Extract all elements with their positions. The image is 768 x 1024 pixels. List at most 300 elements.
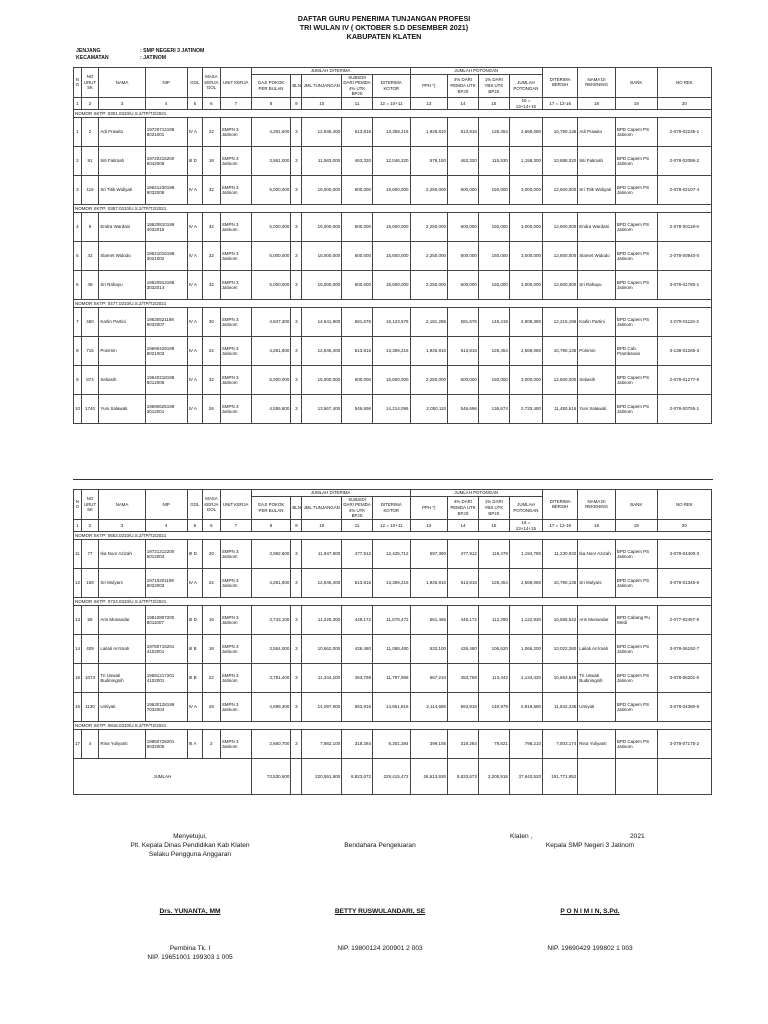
- col-header-bln: BLN: [291, 74, 302, 97]
- row-masa-kerja: 18: [203, 147, 221, 176]
- row-pph: 2,114,685: [410, 693, 448, 722]
- row-jml-tunjangan: 7,982,100: [302, 730, 342, 759]
- row-nip: 19630521198 9032007: [145, 308, 187, 337]
- row-no: 11: [74, 540, 82, 569]
- row-nip: 19780715201 4102001: [145, 635, 187, 664]
- row-masa-kerja: 22: [203, 569, 221, 598]
- column-number: 17 = 12-16: [542, 519, 577, 531]
- row-diterima-bersih: 12,215,196: [542, 308, 577, 337]
- row-no-rek: 2-078-02086-2: [657, 147, 711, 176]
- row-ybs-1: 136,674: [478, 395, 509, 424]
- row-nama: Adi Prawito: [99, 118, 145, 147]
- row-masa-kerja: 32: [203, 242, 221, 271]
- row-bln: 3: [291, 569, 302, 598]
- row-jumlah-potongan: 3,000,000: [509, 242, 542, 271]
- row-masa-kerja: 22: [203, 337, 221, 366]
- column-number: 5: [187, 519, 202, 531]
- row-jumlah-potongan: 1,158,300: [509, 147, 542, 176]
- column-number: 12 = 10+11: [373, 519, 411, 531]
- row-subsidi: 463,320: [342, 147, 373, 176]
- row-diterima-bersih: 12,600,000: [542, 213, 577, 242]
- row-nip: 19720712199 8021001: [145, 118, 187, 147]
- sktp-number: NOMOR SKTP: 0816.0310/U.S.2/TP/T2/2021: [74, 722, 712, 730]
- row-gaji-pokok: 4,281,600: [251, 118, 291, 147]
- row-subsidi: 449,172: [342, 606, 373, 635]
- row-nama-rekening: Adi Prawito: [578, 118, 616, 147]
- table-row: [74, 147, 712, 176]
- row-urut-sk: 874: [81, 366, 99, 395]
- row-bln: 3: [291, 147, 302, 176]
- col-header-ybs1: 1% DARI YBS UTK BPJS: [478, 74, 509, 97]
- row-subsidi: 513,816: [342, 569, 373, 598]
- row-bank: BPD Capem PS Jatinom: [615, 366, 657, 395]
- row-gaji-pokok: 3,554,000: [251, 635, 291, 664]
- col-header-nama-rekening: NAMA DI REKENING: [578, 490, 616, 520]
- col-header-jml-potongan: JUMLAH POTONGAN: [509, 496, 542, 519]
- row-no: 8: [74, 337, 82, 366]
- col-header-diterima-kotor: DITERIMA KOTOR: [373, 74, 411, 97]
- total-jml: 220,591,800: [302, 759, 342, 795]
- total-kotor: 229,415,472: [373, 759, 411, 795]
- col-header-pemda4: 4% DARI PEMDA UTK BPJS: [448, 74, 479, 97]
- row-diterima-kotor: 15,123,576: [373, 308, 411, 337]
- row-no: 17: [74, 730, 82, 759]
- row-subsidi: 600,000: [342, 176, 373, 205]
- col-header-jumlah-diterima: JUMLAH DITERIMA: [251, 68, 410, 75]
- row-subsidi: 563,916: [342, 693, 373, 722]
- row-gaji-pokok: 5,000,000: [251, 176, 291, 205]
- row-masa-kerja: 32: [203, 271, 221, 300]
- col-header-masa-kerja: MASA KERJA GOL: [203, 490, 221, 520]
- row-diterima-kotor: 8,301,384: [373, 730, 411, 759]
- row-no: 12: [74, 569, 82, 598]
- row-bank: BPD Capem PS Jatinom: [615, 569, 657, 598]
- approver-title: Plt. Kepala Dinas Pendidikan Kab Klaten: [130, 842, 250, 849]
- total-empty: [291, 759, 302, 795]
- row-bank: BPD Capem PS Jatinom: [615, 395, 657, 424]
- row-pemda-4: 600,000: [448, 242, 479, 271]
- row-no-rek: 3-078-04400-3: [657, 540, 711, 569]
- row-diterima-kotor: 15,600,000: [373, 176, 411, 205]
- year-label: 2021: [630, 833, 645, 840]
- row-jumlah-potongan: 1,122,930: [509, 606, 542, 635]
- col-header-nip: NIP: [145, 490, 187, 520]
- row-bank: BPD Capem PS Jatinom: [615, 664, 657, 693]
- col-header-bank: BANK: [615, 490, 657, 520]
- row-ybs-1: 150,000: [478, 271, 509, 300]
- row-jml-tunjangan: 12,845,400: [302, 569, 342, 598]
- row-bank: BPD Cab. Prambanan: [615, 337, 657, 366]
- row-gaji-pokok: 4,847,300: [251, 308, 291, 337]
- column-number: 10: [302, 97, 342, 109]
- row-nama-rekening: Sri Rahayu: [578, 271, 616, 300]
- row-urut-sk: 1130: [81, 693, 99, 722]
- row-gaji-pokok: 2,660,700: [251, 730, 291, 759]
- row-subsidi: 477,912: [342, 540, 373, 569]
- row-gaji-pokok: 5,000,000: [251, 213, 291, 242]
- jenjang-value: : SMP NEGERI 3 JATINOM: [140, 48, 205, 54]
- row-no-rek: 3-078-06201-0: [657, 664, 711, 693]
- row-diterima-bersih: 12,600,000: [542, 271, 577, 300]
- row-pph: 2,250,000: [410, 366, 448, 395]
- row-nip: 19850728201 9032005: [145, 730, 187, 759]
- col-header-jumlah-potongan-group: JUMLAH POTONGAN: [410, 68, 542, 75]
- row-masa-kerja: 32: [203, 176, 221, 205]
- sktp-number: NOMOR SKTP: 0724.0310/U.S.2/TP/T2/2021: [74, 598, 712, 606]
- row-pemda-4: 453,768: [448, 664, 479, 693]
- row-nip: 19720215200 6042008: [145, 147, 187, 176]
- row-subsidi: 513,816: [342, 337, 373, 366]
- row-masa-kerja: 32: [203, 213, 221, 242]
- total-subsidi: 8,823,672: [342, 759, 373, 795]
- row-gol: IV A: [187, 308, 202, 337]
- table-row: [74, 569, 712, 598]
- row-unit-kerja: SMPN 3 Jatinom: [220, 176, 251, 205]
- sktp-group-row: [74, 532, 712, 540]
- row-gaji-pokok: 5,000,000: [251, 271, 291, 300]
- column-number: 16 = 13+14+15: [509, 97, 542, 109]
- column-number-row: [74, 97, 712, 109]
- row-nama: Ponimin: [99, 337, 145, 366]
- row-gaji-pokok: 4,699,300: [251, 693, 291, 722]
- row-nama-rekening: Sri Titik Widiyati: [578, 176, 616, 205]
- row-nama-rekening: Slamet Widodo: [578, 242, 616, 271]
- row-nama-rekening: Lailati An'imah: [578, 635, 616, 664]
- row-gaji-pokok: 3,982,600: [251, 540, 291, 569]
- row-diterima-bersih: 11,230,932: [542, 540, 577, 569]
- principal-title: Kepala SMP Negeri 3 Jatinom: [545, 842, 635, 849]
- column-number: 13: [410, 519, 448, 531]
- column-number: 15: [478, 97, 509, 109]
- row-jumlah-potongan: 2,569,080: [509, 118, 542, 147]
- row-ybs-1: 150,000: [478, 366, 509, 395]
- row-nama: Siti Fatimah: [99, 147, 145, 176]
- row-jml-tunjangan: 15,000,000: [302, 242, 342, 271]
- row-nama: Karlin Partini: [99, 308, 145, 337]
- row-no-rek: 2-077-02457-6: [657, 606, 711, 635]
- row-nama-rekening: Rina Yuliyanti: [578, 730, 616, 759]
- row-masa-kerja: 16: [203, 606, 221, 635]
- table-row: [74, 176, 712, 205]
- row-urut-sk: 8: [81, 213, 99, 242]
- row-subsidi: 453,768: [342, 664, 373, 693]
- row-gol: IV A: [187, 213, 202, 242]
- column-number: 14: [448, 97, 479, 109]
- row-pemda-4: 581,676: [448, 308, 479, 337]
- row-diterima-bersih: 11,842,236: [542, 693, 577, 722]
- row-jml-tunjangan: 15,000,000: [302, 176, 342, 205]
- row-jml-tunjangan: 11,583,000: [302, 147, 342, 176]
- row-diterima-kotor: 11,797,968: [373, 664, 411, 693]
- row-unit-kerja: SMPN 3 Jatinom: [220, 395, 251, 424]
- row-gol: III A: [187, 730, 202, 759]
- row-bank: BPD Capem PS Jatinom: [615, 540, 657, 569]
- row-ybs-1: 150,000: [478, 176, 509, 205]
- kecamatan-value: : JATINOM: [140, 55, 167, 61]
- doc-title-line3: KABUPATEN KLATEN: [346, 32, 422, 41]
- row-diterima-bersih: 10,888,020: [542, 147, 577, 176]
- row-pemda-4: 463,320: [448, 147, 479, 176]
- row-bln: 3: [291, 395, 302, 424]
- row-no: 2: [74, 147, 82, 176]
- col-header-gol: GOL: [187, 490, 202, 520]
- treasurer-name: BETTY RUSWULANDARI, SE: [334, 908, 426, 915]
- total-pph: 26,613,930: [410, 759, 448, 795]
- row-pph: 1,926,810: [410, 118, 448, 147]
- sktp-group-row: [74, 205, 712, 213]
- row-unit-kerja: SMPN 3 Jatinom: [220, 635, 251, 664]
- col-header-masa-kerja: MASA KERJA GOL: [203, 68, 221, 98]
- row-masa-kerja: 20: [203, 540, 221, 569]
- row-diterima-bersih: 10,790,136: [542, 337, 577, 366]
- row-nama: Slamet Widodo: [99, 242, 145, 271]
- row-subsidi: 581,676: [342, 308, 373, 337]
- row-jml-tunjangan: 14,541,900: [302, 308, 342, 337]
- row-unit-kerja: SMPN 3 Jatinom: [220, 606, 251, 635]
- row-pph: 2,250,000: [410, 271, 448, 300]
- col-header-bln: BLN: [291, 496, 302, 519]
- table-row: [74, 118, 712, 147]
- col-header-subsidi: SUBSIDI DARI PEMDA 4% UTK BPJS: [343, 496, 371, 519]
- row-ybs-1: 128,454: [478, 337, 509, 366]
- row-jumlah-potongan: 3,000,000: [509, 366, 542, 395]
- row-masa-kerja: 2: [203, 730, 221, 759]
- row-nama-rekening: Endra Wardani: [578, 213, 616, 242]
- row-gol: IV A: [187, 693, 202, 722]
- row-masa-kerja: 28: [203, 693, 221, 722]
- row-bln: 3: [291, 635, 302, 664]
- row-no-rek: 3-078-06192-7: [657, 635, 711, 664]
- row-unit-kerja: SMPN 3 Jatinom: [220, 366, 251, 395]
- row-nama: Setiasih: [99, 366, 145, 395]
- row-unit-kerja: SMPN 3 Jatinom: [220, 730, 251, 759]
- row-gol: III B: [187, 664, 202, 693]
- row-pph: 1,926,810: [410, 337, 448, 366]
- row-ybs-1: 150,000: [478, 213, 509, 242]
- row-pph: 2,250,000: [410, 176, 448, 205]
- row-subsidi: 426,480: [342, 635, 373, 664]
- column-number: 19: [615, 97, 657, 109]
- row-jml-tunjangan: 12,845,400: [302, 337, 342, 366]
- row-masa-kerja: 32: [203, 366, 221, 395]
- row-no: 5: [74, 242, 82, 271]
- row-nip: 19691217201 4102001: [145, 664, 187, 693]
- row-no-rek: 2-078-01277-6: [657, 366, 711, 395]
- row-bln: 3: [291, 337, 302, 366]
- column-number: 7: [220, 97, 251, 109]
- column-number: 1: [74, 97, 82, 109]
- row-diterima-bersih: 10,663,548: [542, 664, 577, 693]
- principal-nip: NIP. 19690429 199802 1 003: [547, 945, 633, 952]
- table-row: [74, 540, 712, 569]
- row-urut-sk: 77: [81, 540, 99, 569]
- sktp-number: NOMOR SKTP: 0301.0310/U.S.2/TP/T2/2021: [74, 110, 712, 118]
- row-jumlah-potongan: 2,908,380: [509, 308, 542, 337]
- col-header-no: N O: [74, 490, 82, 520]
- row-pph: 2,250,000: [410, 213, 448, 242]
- row-pemda-4: 600,000: [448, 213, 479, 242]
- row-bln: 3: [291, 730, 302, 759]
- row-jml-tunjangan: 11,229,300: [302, 606, 342, 635]
- row-pph: 1,926,810: [410, 569, 448, 598]
- col-header-no-urut: NO URUT SK: [81, 490, 99, 520]
- row-jumlah-potongan: 3,000,000: [509, 176, 542, 205]
- column-number: 20: [657, 97, 711, 109]
- row-urut-sk: 1740: [81, 395, 99, 424]
- row-diterima-kotor: 12,046,320: [373, 147, 411, 176]
- sktp-number: NOMOR SKTP: 0387.0310/U.S.2/TP/T2/2021: [74, 205, 712, 213]
- column-number: 7: [220, 519, 251, 531]
- row-nama: Sri Titik Widiyati: [99, 176, 145, 205]
- row-diterima-kotor: 15,600,000: [373, 213, 411, 242]
- total-bersih: 191,771,952: [542, 759, 577, 795]
- column-number: 17 = 12-16: [542, 97, 577, 109]
- row-nip: 19810807200 8011007: [145, 606, 187, 635]
- signature-right: [490, 832, 690, 953]
- row-no-rek: 2-078-00118-0: [657, 213, 711, 242]
- sktp-group-row: [74, 722, 712, 730]
- sktp-group-row: [74, 598, 712, 606]
- row-urut-sk: 42: [81, 242, 99, 271]
- row-nip: 19621015198 3021002: [145, 242, 187, 271]
- row-diterima-kotor: 15,600,000: [373, 366, 411, 395]
- sktp-group-row: [74, 110, 712, 118]
- row-pph: 2,250,000: [410, 242, 448, 271]
- row-bln: 3: [291, 213, 302, 242]
- jenjang-label: JENJANG: [76, 48, 101, 54]
- row-subsidi: 600,000: [342, 271, 373, 300]
- table-row: [74, 730, 712, 759]
- table-row: [74, 337, 712, 366]
- row-diterima-bersih: 12,600,000: [542, 176, 577, 205]
- row-nama: Rina Yuliyanti: [99, 730, 145, 759]
- row-subsidi: 513,816: [342, 118, 373, 147]
- header-row: [74, 490, 712, 497]
- row-bank: BPD Capem PS Jatinom: [615, 635, 657, 664]
- col-header-bank: BANK: [615, 68, 657, 98]
- column-number: 5: [187, 97, 202, 109]
- row-urut-sk: 91: [81, 147, 99, 176]
- row-nip: 19630128198 7032004: [145, 693, 187, 722]
- row-jml-tunjangan: 15,000,000: [302, 213, 342, 242]
- header-row: [74, 68, 712, 75]
- row-no: 7: [74, 308, 82, 337]
- col-header-pemda4: 4% DARI PEMDA UTK BPJS: [448, 496, 479, 519]
- row-diterima-bersih: 10,022,280: [542, 635, 577, 664]
- col-header-gol: GOL: [187, 68, 202, 98]
- row-nip: 19640218198 6012006: [145, 366, 187, 395]
- row-no: 6: [74, 271, 82, 300]
- row-pemda-4: 477,912: [448, 540, 479, 569]
- column-number: 3: [99, 97, 145, 109]
- row-no-rek: 2-078-00940-0: [657, 242, 711, 271]
- row-nip: 19641230198 9032008: [145, 176, 187, 205]
- row-ybs-1: 113,442: [478, 664, 509, 693]
- total-ybs: 2,205,918: [478, 759, 509, 795]
- row-urut-sk: 159: [81, 569, 99, 598]
- row-ybs-1: 145,419: [478, 308, 509, 337]
- col-header-jumlah-diterima: JUMLAH DITERIMA: [251, 490, 410, 497]
- row-ybs-1: 119,478: [478, 540, 509, 569]
- row-unit-kerja: SMPN 3 Jatinom: [220, 118, 251, 147]
- row-bln: 3: [291, 271, 302, 300]
- sktp-group-row: [74, 300, 712, 308]
- row-diterima-kotor: 13,359,216: [373, 569, 411, 598]
- row-subsidi: 600,000: [342, 213, 373, 242]
- row-jumlah-potongan: 2,819,580: [509, 693, 542, 722]
- column-number: 11: [342, 97, 373, 109]
- approver-rank: Pembina Tk. I: [169, 945, 211, 952]
- row-nama: Yuni Salawati: [99, 395, 145, 424]
- row-gol: IV A: [187, 366, 202, 395]
- row-nama-rekening: Yuni Salawati: [578, 395, 616, 424]
- doc-title-line1: DAFTAR GURU PENERIMA TUNJANGAN PROFESI: [297, 14, 471, 23]
- row-gol: IV A: [187, 337, 202, 366]
- total-gaji: 73,530,600: [251, 759, 291, 795]
- col-header-pph: PPH *): [410, 496, 448, 519]
- row-bank: BPD Capem PS Jatinom: [615, 213, 657, 242]
- total-empty: [615, 759, 657, 795]
- treasurer-title: Bendahara Pengeluaran: [344, 842, 416, 849]
- row-nama: Aris Munandar: [99, 606, 145, 635]
- table-row: [74, 308, 712, 337]
- col-header-nama-rekening: NAMA DI REKENING: [578, 68, 616, 98]
- row-bank: BPD Capem PS Jatinom: [615, 118, 657, 147]
- row-nama-rekening: Tri Uswati Budiningsih: [578, 664, 616, 693]
- row-jumlah-potongan: 798,210: [509, 730, 542, 759]
- row-no: 14: [74, 635, 82, 664]
- row-diterima-kotor: 14,661,816: [373, 693, 411, 722]
- row-no-rek: 3-078-04380-5: [657, 693, 711, 722]
- row-nip: 19710201199 8022003: [145, 569, 187, 598]
- recipients-table-2: [73, 489, 712, 795]
- col-header-no: N O: [74, 68, 82, 98]
- row-masa-kerja: 22: [203, 664, 221, 693]
- row-masa-kerja: 30: [203, 308, 221, 337]
- row-unit-kerja: SMPN 3 Jatinom: [220, 693, 251, 722]
- row-no: 16: [74, 693, 82, 722]
- row-pph: 579,150: [410, 147, 448, 176]
- place-date: [490, 832, 690, 841]
- total-pemda: 8,823,672: [448, 759, 479, 795]
- col-header-ybs1: 1% DARI YBS UTK BPJS: [478, 496, 509, 519]
- row-gol: IV A: [187, 271, 202, 300]
- col-header-jml-tunjangan: JML TUNJANGAN: [302, 74, 342, 97]
- row-bank: BPD Capem PS Jatinom: [615, 147, 657, 176]
- column-number: 8: [251, 519, 291, 531]
- row-nama-rekening: Karlin Partini: [578, 308, 616, 337]
- col-header-subsidi: SUBSIDI DARI PEMDA 4% UTK BPJS: [343, 74, 371, 97]
- row-diterima-bersih: 10,555,542: [542, 606, 577, 635]
- row-ybs-1: 115,830: [478, 147, 509, 176]
- row-subsidi: 600,000: [342, 366, 373, 395]
- row-nip: 19620913198 3032014: [145, 271, 187, 300]
- row-masa-kerja: 22: [203, 118, 221, 147]
- col-header-no-rek: NO REK: [657, 490, 711, 520]
- row-diterima-kotor: 13,359,216: [373, 337, 411, 366]
- row-urut-sk: 409: [81, 635, 99, 664]
- col-header-jml-tunjangan: JML TUNJANGAN: [302, 496, 342, 519]
- approver-name: Drs. YUNANTA, MM: [159, 908, 221, 915]
- row-diterima-bersih: 11,480,616: [542, 395, 577, 424]
- row-urut-sk: 58: [81, 606, 99, 635]
- row-no: 10: [74, 395, 82, 424]
- column-number: 14: [448, 519, 479, 531]
- row-no: 1: [74, 118, 82, 147]
- row-jml-tunjangan: 15,000,000: [302, 366, 342, 395]
- column-number: 18: [578, 97, 616, 109]
- row-bln: 3: [291, 118, 302, 147]
